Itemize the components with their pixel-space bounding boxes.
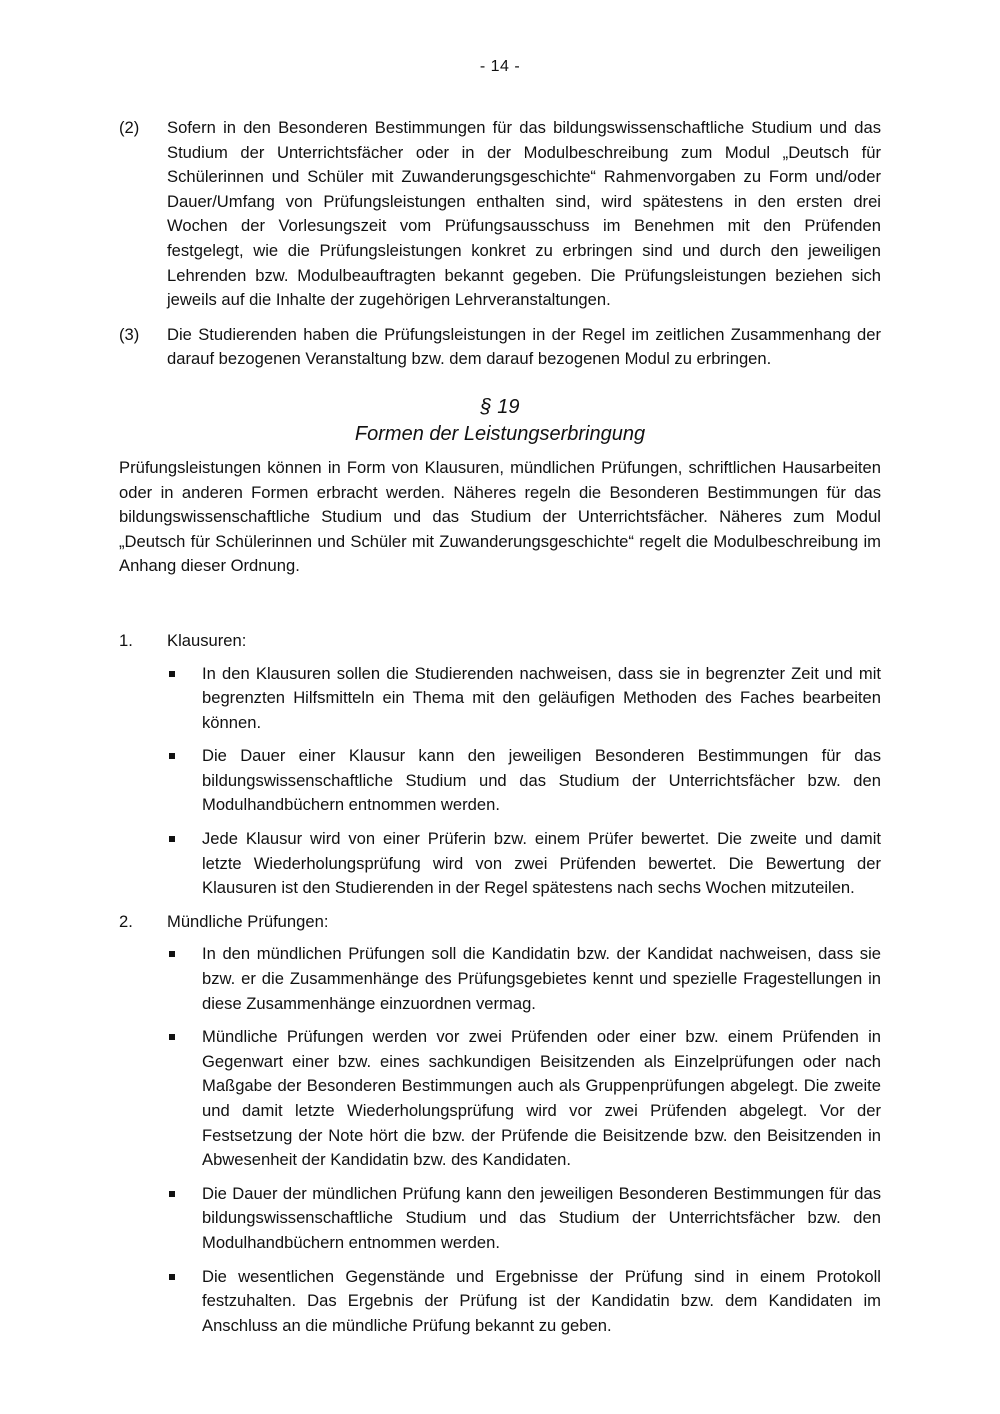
page-content <box>119 116 881 1347</box>
list-item-text: Die wesentlichen Gegenstände und Ergebnisse der Prüfung sind in einem Protokoll festzuhalten. Das Ergebnis der Prüfung ist der Kandidatin bzw. dem Kandidaten im Anschluss an die mündliche Prüfung bekannt zu geben. <box>202 1266 881 1335</box>
square-bullet-icon <box>167 744 202 818</box>
section-number: § 19 <box>480 395 520 418</box>
list-item <box>167 662 881 736</box>
list-item <box>167 1025 881 1173</box>
paragraph-text: Sofern in den Besonderen Bestimmungen für das bildungswissenschaftliche Studium und das Studium der Unterrichtsfächer oder in der Modulbeschreibung zum Modul „Deutsch für Schülerinnen und Schüler mit Zuwanderungsgeschichte“ Rahmenvorgaben zu Form und/oder Dauer/Umfang von Prüfungsleistungen enthalten sind, wird spätestens in den ersten drei Wochen der Vorlesungszeit vom Prüfungsausschuss im Benehmen mit den Prüfenden festgelegt, wie die Prüfungsleistungen konkret zu erbringen sind und durch den jeweiligen Lehrenden bzw. Modulbeauftragten bekannt gegeben. Die Prüfungsleistungen beziehen sich jeweils auf die Inhalte der zugehörigen Lehrveranstaltungen. <box>167 118 881 310</box>
paragraph-2 <box>119 116 881 313</box>
enum-item-muendliche-pruefungen <box>119 910 881 1339</box>
square-bullet-icon <box>167 827 202 901</box>
list-item-text: Jede Klausur wird von einer Prüferin bzw. einem Prüfer bewertet. Die zweite und damit letzte Wiederholungsprüfung wird von zwei Prüfenden bewertet. Die Bewertung der Klausuren ist den Studierenden in der Regel spätestens nach sechs Wochen mitzuteilen. <box>202 829 881 898</box>
bullet-list <box>119 942 881 1338</box>
paragraph-3 <box>119 323 881 372</box>
section-title: Formen der Leistungserbringung <box>354 422 646 445</box>
list-item-text: Die Dauer einer Klausur kann den jeweiligen Besonderen Bestimmungen für das bildungswissenschaftliche Studium und das Studium der Unterrichtsfächer bzw. den Modulhandbüchern entnommen werden. <box>202 746 881 815</box>
list-item <box>167 1265 881 1339</box>
square-bullet-icon <box>167 662 202 736</box>
list-item <box>167 942 881 1016</box>
list-item <box>167 744 881 818</box>
enum-label: Mündliche Prüfungen: <box>167 911 329 931</box>
enum-number: 2. <box>119 911 133 931</box>
bullet-list <box>119 662 881 901</box>
list-item-text: Die Dauer der mündlichen Prüfung kann den jeweiligen Besonderen Bestimmungen für das bildungswissenschaftliche Studium und das Studium der Unterrichtsfächer bzw. den Modulhandbüchern entnommen werden. <box>202 1183 881 1252</box>
paragraph-number: (2) <box>119 118 140 137</box>
enum-label: Klausuren: <box>167 630 247 650</box>
enum-heading <box>119 629 881 654</box>
square-bullet-icon <box>167 1182 202 1256</box>
enum-item-klausuren <box>119 629 881 901</box>
square-bullet-icon <box>167 942 202 1016</box>
section-heading <box>119 394 881 448</box>
enum-heading <box>119 910 881 935</box>
square-bullet-icon <box>167 1025 202 1173</box>
list-item-text: In den Klausuren sollen die Studierenden nachweisen, dass sie in begrenzter Zeit und mit begrenzten Hilfsmitteln ein Thema mit den geläufigen Methoden des Faches bearbeiten können. <box>202 663 881 732</box>
list-item-text: Mündliche Prüfungen werden vor zwei Prüfenden oder einer bzw. einem Prüfenden in Gegenwart einer bzw. eines sachkundigen Beisitzenden als Einzelprüfungen oder nach Maßgabe der Besonderen Bestimmungen auch als Gruppenprüfungen abgelegt. Die zweite und damit letzte Wiederholungsprüfung wird vor zwei Prüfenden abgelegt. Vor der Festsetzung der Note hört die bzw. der Prüfende die Beisitzende bzw. den Beisitzenden in Abwesenheit der Kandidatin bzw. des Kandidaten. <box>202 1027 881 1170</box>
section-intro: Prüfungsleistungen können in Form von Klausuren, mündlichen Prüfungen, schriftlichen Hausarbeiten oder in anderen Formen erbracht werden. Näheres regeln die Besonderen Bestimmungen für das bildungswissenschaftliche Studium und das Studium der Unterrichtsfächer. Näheres zum Modul „Deutsch für Schülerinnen und Schüler mit Zuwanderungsgeschichte“ regelt die Modulbeschreibung im Anhang dieser Ordnung. <box>119 457 881 576</box>
list-item-text: In den mündlichen Prüfungen soll die Kandidatin bzw. der Kandidat nachweisen, dass sie bzw. er die Zusammenhänge des Prüfungsgebietes kennt und spezielle Fragestellungen in diese Zusammenhänge einzuordnen vermag. <box>202 944 881 1013</box>
page-number: - 14 - <box>479 58 521 75</box>
paragraph-text: Die Studierenden haben die Prüfungsleistungen in der Regel im zeitlichen Zusammenhang der darauf bezogenen Veranstaltung bzw. dem darauf bezogenen Modul zu erbringen. <box>167 324 881 369</box>
paragraph-number: (3) <box>119 324 140 344</box>
list-item <box>167 1182 881 1256</box>
square-bullet-icon <box>167 1265 202 1339</box>
list-item <box>167 827 881 901</box>
enum-number: 1. <box>119 630 133 650</box>
